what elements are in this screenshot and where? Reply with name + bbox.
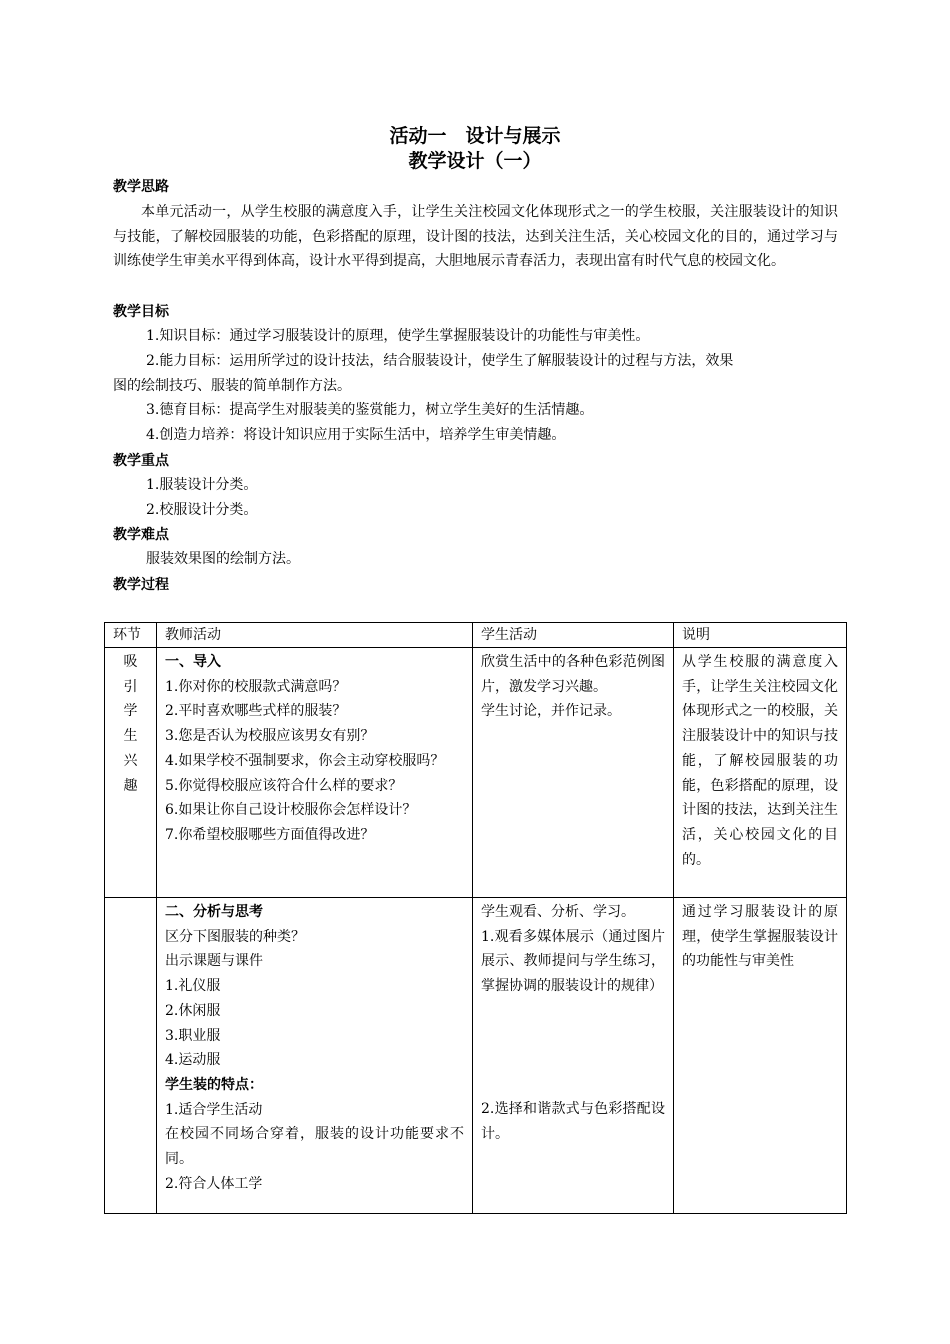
stage-cell [105, 898, 157, 1214]
teacher-line: 3.职业服 [165, 1027, 221, 1044]
teacher-line: 1.适合学生活动 [165, 1101, 263, 1118]
stage-char: 生 [123, 728, 138, 745]
goal-item: 2.能力目标：运用所学过的设计技法，结合服装设计，使学生了解服装设计的过程与方法，效果 [146, 353, 734, 369]
heading-goals: 教学目标 [113, 304, 169, 320]
teacher-line: 3.您是否认为校服应该男女有别？ [165, 728, 375, 745]
stage-char: 吸 [123, 654, 138, 670]
student-line: 学生讨论，并作记录。 [481, 703, 621, 720]
note-text: 从学生校服的满意度入手，让学生关注校园文化体现形式之一的校服，关注服装设计中的知识与技能，了解校园服装的功能，色彩搭配的原理，设计图的技法，达到关注生活，关心校园文化的目的。 [682, 654, 838, 868]
stage-char: 引 [123, 678, 138, 695]
heading-thinking: 教学思路 [113, 179, 169, 195]
stage-char: 兴 [123, 752, 138, 769]
teacher-line: 4.如果学校不强制要求，你会主动穿校服吗？ [165, 752, 445, 769]
thinking-text: 本单元活动一，从学生校服的满意度入手，让学生关注校园文化体现形式之一的学生校服，关注服装设计的知识与技能，了解校园服装的功能，色彩搭配的原理，设计图的技法，达到关注生活，关心校园文化的目的，通过学习与训练使学生审美水平得到体高，设计水平得到提高，大胆地展示青春活力，表现出富有时代气息的校园文化。 [113, 204, 838, 269]
student-cell [473, 648, 674, 898]
student-line: 欣赏生活中的各种色彩范例图片，激发学习兴趣。 [481, 654, 665, 695]
stage-cell [105, 648, 157, 898]
goal-item: 1.知识目标：通过学习服装设计的原理，使学生掌握服装设计的功能性与审美性。 [146, 328, 650, 344]
header-stage: 环节 [105, 623, 157, 648]
teacher-line: 7.你希望校服哪些方面值得改进？ [165, 826, 375, 843]
teacher-line: 区分下图服装的种类？ [165, 928, 305, 945]
page-subtitle: 教学设计（一） [408, 150, 542, 172]
header-teacher: 教师活动 [157, 623, 473, 648]
student-line: 1.观看多媒体展示（通过图片展示、教师提问与学生练习，掌握协调的服装设计的规律） [481, 928, 665, 995]
teacher-line: 6.如果让你自己设计校服你会怎样设计？ [165, 802, 417, 819]
heading-process: 教学过程 [113, 577, 169, 593]
heading-difficulty: 教学难点 [113, 527, 169, 543]
goal-item: 4.创造力培养：将设计知识应用于实际生活中，培养学生审美情趣。 [146, 427, 566, 443]
teacher-line: 出示课题与课件 [165, 953, 263, 970]
process-table [104, 622, 847, 1214]
teacher-line: 5.你觉得校服应该符合什么样的要求？ [165, 777, 403, 794]
header-student: 学生活动 [473, 623, 674, 648]
student-line: 学生观看、分析、学习。 [481, 904, 635, 920]
note-text: 通过学习服装设计的原理，使学生掌握服装设计的功能性与审美性 [682, 904, 838, 970]
teacher-line: 2.符合人体工学 [165, 1175, 263, 1192]
teacher-line: 在校园不同场合穿着，服装的设计功能要求不同。 [165, 1126, 464, 1168]
goal-item: 3.德育目标：提高学生对服装美的鉴赏能力，树立学生美好的生活情趣。 [146, 402, 594, 418]
teacher-subtitle: 学生装的特点： [165, 1076, 263, 1093]
note-cell [674, 898, 847, 1214]
stage-char: 趣 [123, 777, 138, 794]
teacher-line: 4.运动服 [165, 1052, 221, 1069]
table-row [105, 648, 847, 898]
table-header-row [105, 623, 847, 648]
header-note: 说明 [674, 623, 847, 648]
page-title: 活动一 设计与展示 [389, 125, 561, 147]
goal-item: 图的绘制技巧、服装的简单制作方法。 [113, 378, 351, 394]
teacher-line: 1.你对你的校服款式满意吗？ [165, 678, 347, 695]
student-line: 2.选择和谐款式与色彩搭配设计。 [481, 1100, 665, 1142]
student-cell [473, 898, 674, 1214]
difficulty-text: 服装效果图的绘制方法。 [146, 551, 300, 567]
key-point-item: 2.校服设计分类。 [146, 502, 258, 518]
heading-key-points: 教学重点 [113, 453, 169, 469]
teacher-line: 2.平时喜欢哪些式样的服装？ [165, 703, 347, 720]
teacher-section-title: 二、分析与思考 [165, 904, 263, 920]
note-cell [674, 648, 847, 898]
table-row [105, 898, 847, 1214]
teacher-line: 1.礼仪服 [165, 978, 221, 995]
teacher-cell [157, 648, 473, 898]
stage-char: 学 [123, 703, 138, 720]
teacher-line: 2.休闲服 [165, 1002, 221, 1019]
key-point-item: 1.服装设计分类。 [146, 477, 258, 493]
teacher-cell [157, 898, 473, 1214]
teacher-section-title: 一、导入 [165, 654, 221, 670]
